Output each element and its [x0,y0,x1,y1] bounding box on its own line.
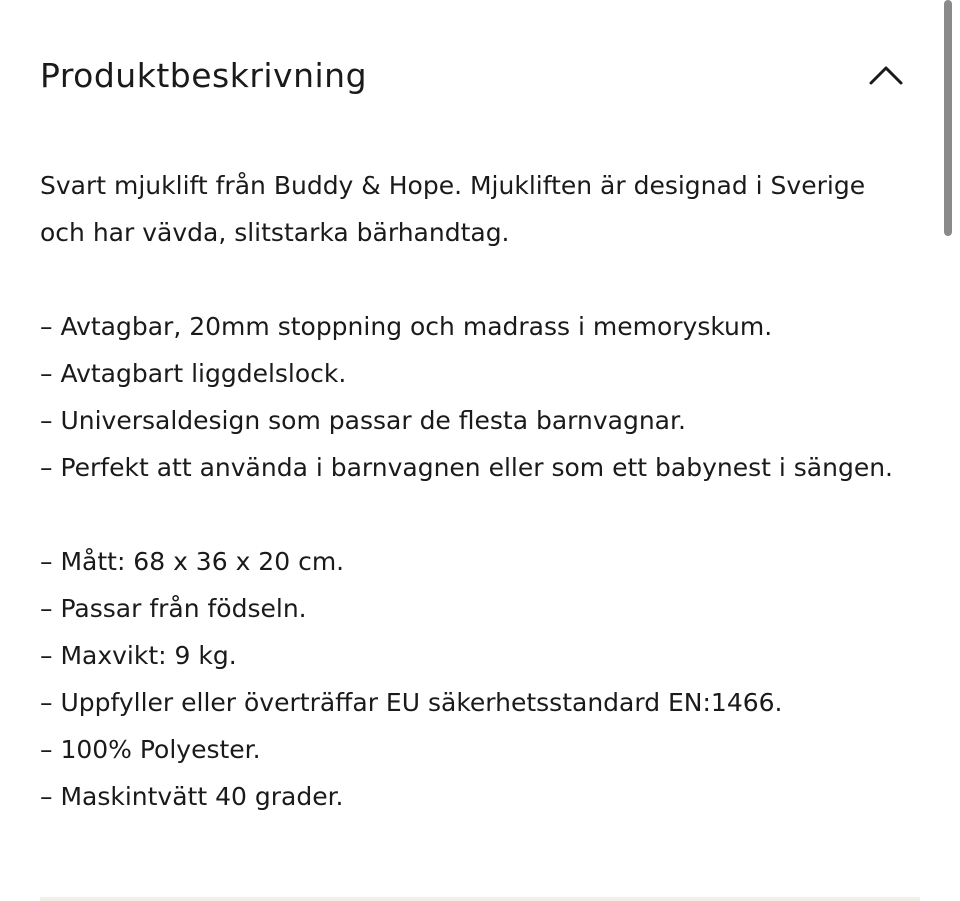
list-item: – Avtagbart liggdelslock. [40,359,347,388]
section-divider [40,897,920,901]
scrollbar-thumb[interactable] [944,0,952,236]
list-item: – Maxvikt: 9 kg. [40,641,237,670]
spec-list [40,538,910,820]
list-item: – Maskintvätt 40 grader. [40,782,344,811]
chevron-up-icon[interactable] [864,53,908,97]
product-description-accordion [40,0,910,901]
accordion-title: Produktbeskrivning [40,55,368,95]
list-item: – 100% Polyester. [40,735,261,764]
list-item: – Mått: 68 x 36 x 20 cm. [40,547,345,576]
description-intro: Svart mjuklift från Buddy & Hope. Mjukliften är designad i Sverige och har vävda, slitstarka bärhandtag. [40,171,866,247]
list-item: – Perfekt att använda i barnvagnen eller som ett babynest i sängen. [40,453,894,482]
list-item: – Universaldesign som passar de flesta barnvagnar. [40,406,686,435]
product-description-body [40,162,910,820]
feature-list [40,303,910,491]
list-item: – Avtagbar, 20mm stoppning och madrass i memoryskum. [40,312,773,341]
list-item: – Uppfyller eller överträffar EU säkerhetsstandard EN:1466. [40,688,783,717]
list-item: – Passar från födseln. [40,594,307,623]
accordion-header[interactable] [40,42,910,108]
